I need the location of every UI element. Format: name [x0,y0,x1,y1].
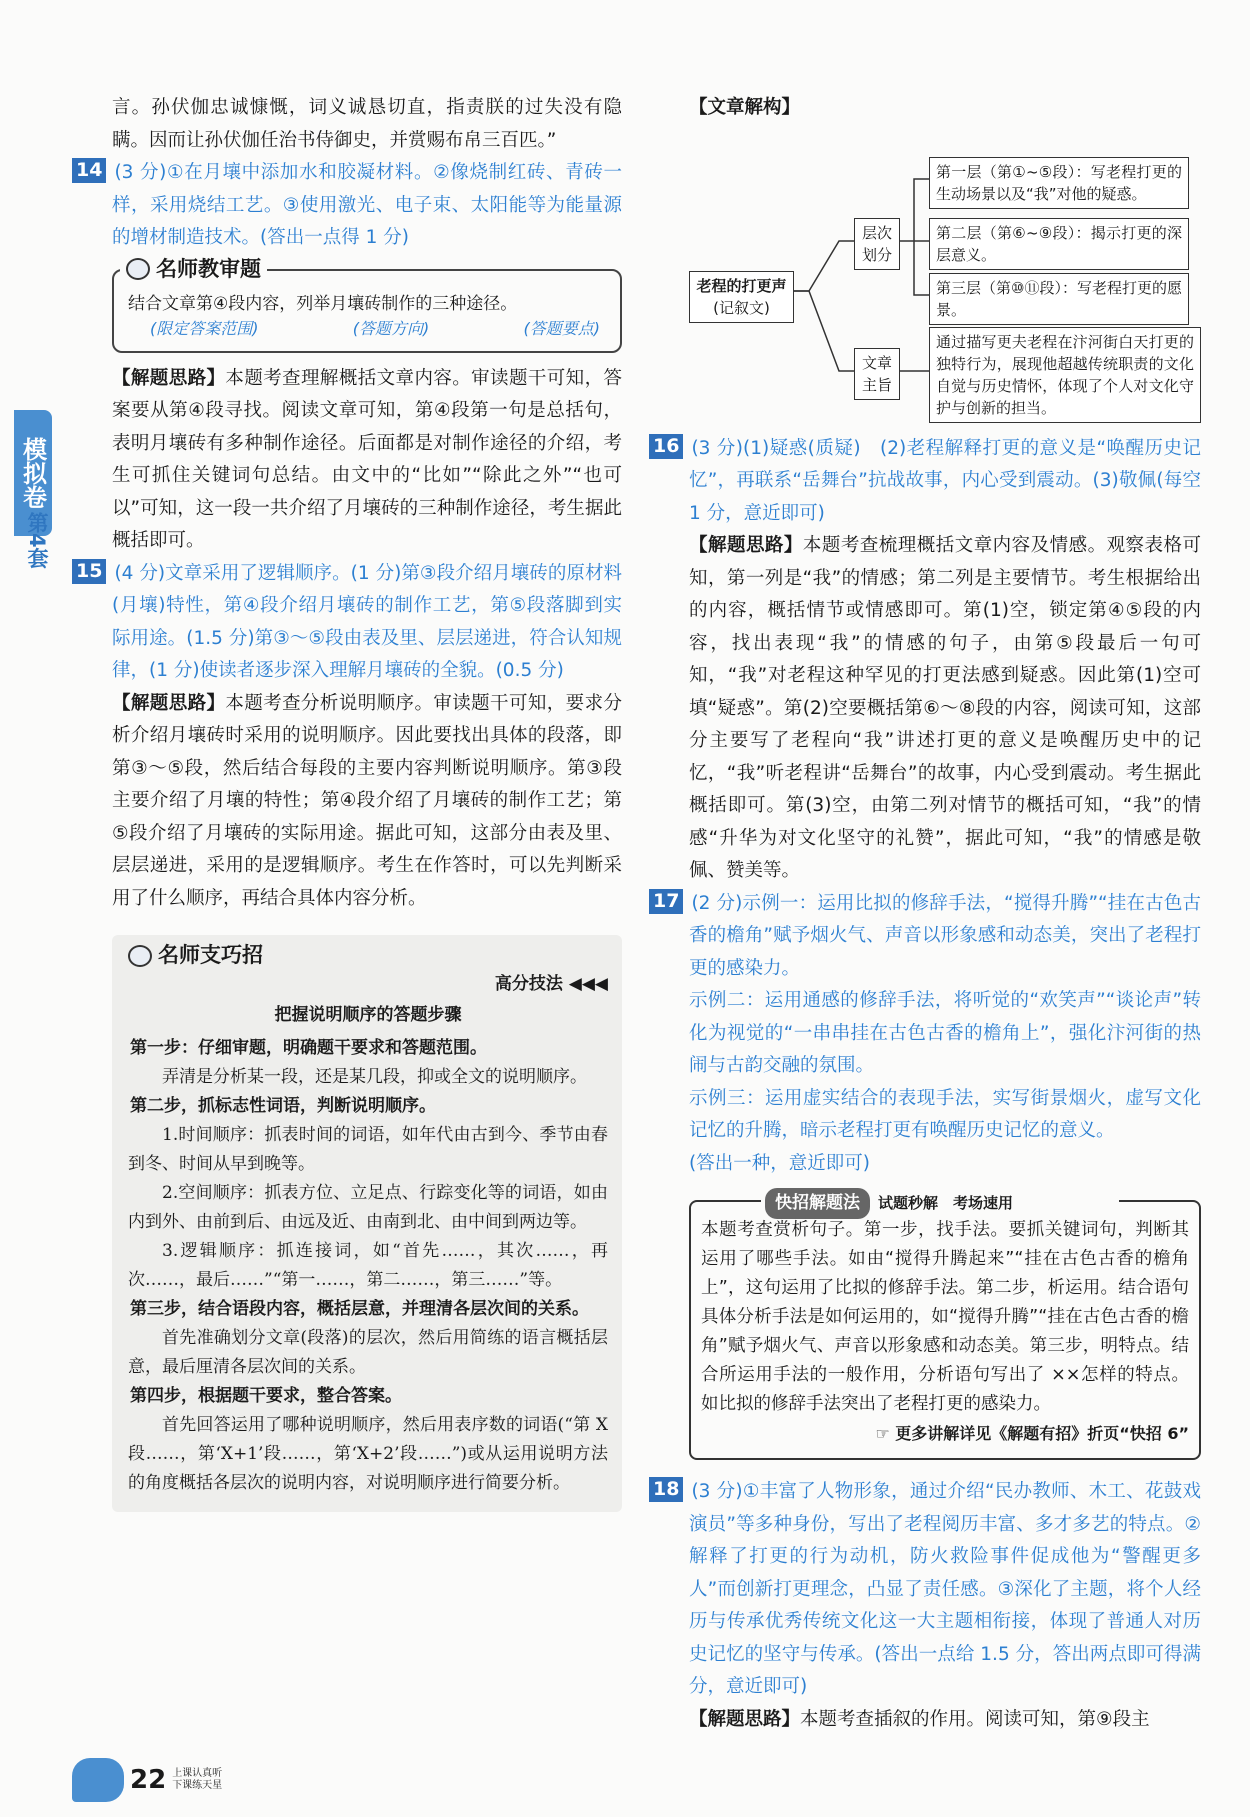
left-column [76,92,622,1512]
q14-answer-text: (3 分)①在月壤中添加水和胶凝材料。②像烧制红砖、青砖一样，采用烧结工艺。③使用激光、电子束、太阳能等为能量源的增材制造技术。(答出一点得 1 分) [112,162,622,248]
tip-heading: 把握说明顺序的答题步骤 [274,1005,462,1025]
kuai-box-footer-text: 更多讲解详见《解题有招》折页“快招 6” [895,1424,1189,1443]
footer-slogan [172,1768,222,1792]
mascot-badge-icon [72,1758,124,1802]
shen-box-header [120,253,267,286]
q15-number: 15 [72,559,106,584]
q16-analysis [689,530,1201,888]
tip-step-2-item: 3.逻辑顺序：抓连接词，如“首先……，其次……，再次……，最后……”“第一……，第二……，第三……”等。 [128,1241,608,1290]
q14-analysis [112,363,622,558]
pointing-hand-icon: ☞ [875,1424,896,1443]
tip-step-1: 第一步：仔细审题，明确题干要求和答题范围。 [130,1038,487,1058]
footer-slogan-line-2: 下课练天星 [172,1780,223,1791]
q15-answer [76,558,622,688]
diagram-layer-3: 第三层（第⑩⑪段）：写老程打更的愿景。 [929,273,1189,325]
tip-box-header [128,941,608,970]
q14-answer [76,157,622,255]
q15-analysis-text: 本题考查分析说明顺序。审读题干可知，要求分析介绍月壤砖时采用的说明顺序。因此要找出具体的段落，即第③～⑤段，然后结合每段的主要内容判断说明顺序。第③段主要介绍了月壤的特性；第④段介绍了月壤砖的制作工艺；第⑤段介绍了月壤砖的实际用途。据此可知，这部分由表及里、层层递进，采用的是逻辑顺序。考生在作答时，可以先判断采用了什么顺序，再结合具体内容分析。 [112,692,622,909]
q15-analysis [112,688,622,916]
tip-box [112,935,622,1512]
q17-answer-text-1: (2 分)示例一：运用比拟的修辞手法，“搅得升腾”“挂在古色古香的檐角”赋予烟火气、声音以形象感和动态美，突出了老程打更的感染力。 [689,892,1201,979]
q18-answer-text: (3 分)①丰富了人物形象，通过介绍“民办教师、木工、花鼓戏演员”等多种身份，写出了老程阅历丰富、多才多艺的特点。②解释了打更的行为动机，防火救险事件促成他为“警醒更多人”而创新打更理念，凸显了责任感。③深化了主题，将个人经历与传承优秀传统文化这一大主题相衔接，体现了普通人对历史记忆的坚守与传承。(答出一点给 1.5 分，答出两点即可得满分，意近即可) [689,1481,1201,1697]
tip-step-3-text: 首先准确划分文章(段落)的层次，然后用简练的语言概括层意，最后厘清各层次间的关系。 [128,1328,608,1377]
shen-note-direction: (答题方向) [352,318,430,338]
q18-number: 18 [649,1477,683,1502]
kuai-box-header [761,1188,1119,1219]
shen-box-text: 结合文章第④段内容，列举月壤砖制作的三种途径。 [128,293,518,314]
tip-step-2-item: 1.时间顺序：抓表时间的词语，如年代由古到今、季节由春到冬、时间从早到晚等。 [128,1125,608,1174]
q14-analysis-text: 本题考查理解概括文章内容。审读题干可知，答案要从第④段寻找。阅读文章可知，第④段第一句是总括句，表明月壤砖有多种制作途径。后面都是对制作途径的介绍，考生可抓住关键词句总结。由文中的“比如”“除此之外”“也可以”可知，这一段一共介绍了月壤砖的三种制作途径，考生据此概括即可。 [112,367,622,551]
structure-title: 【文章解构】 [689,97,801,118]
side-tab-title: 模拟卷 [18,437,48,509]
q17-number: 17 [649,889,683,914]
tip-step-3: 第三步，结合语段内容，概括层意，并理清各层次间的关系。 [130,1299,589,1319]
diagram-root-sub: (记叙文) [713,298,770,317]
kuai-box-tag: 快招解题法 [765,1188,870,1219]
diagram-layer-1: 第一层（第①~⑤段）：写老程打更的生动场景以及“我”对他的疑惑。 [929,157,1189,209]
tip-step-2: 第二步，抓标志性词语，判断说明顺序。 [130,1096,436,1116]
right-column [653,92,1201,1736]
diagram-theme: 通过描写更夫老程在汴河街白天打更的独特行为，展现他超越传统职责的文化自觉与历史情怀，体现了个人对文化守护与创新的担当。 [929,327,1201,423]
shen-box [112,256,622,353]
q18-analysis-label: 【解题思路】 [689,1708,801,1730]
q17-answer-3: 示例三：运用虚实结合的表现手法，实写街景烟火，虚写文化记忆的升腾，暗示老程打更有唤醒历史记忆的意义。 [689,1087,1201,1141]
diagram-root-title: 老程的打更声 [696,276,787,295]
q16-number: 16 [649,434,683,459]
diagram-branch-theme: 文章主旨 [854,348,900,400]
page-number: 22 [130,1765,167,1795]
side-tab-set: 第4套 [25,511,49,569]
q17-answer [653,888,1201,986]
diagram-branch-layers: 层次划分 [854,218,900,270]
mascot-icon [126,258,150,280]
kuai-box-text: 本题考查赏析句子。第一步，找手法。要抓关键词句，判断其运用了哪些手法。如由“搅得升腾起来”“挂在古色古香的檐角上”，这句运用了比拟的修辞手法。第二步，析运用。结合语句具体分析手法是如何运用的，如“搅得升腾”“挂在古色古香的檐角”赋予烟火气、声音以形象感和动态美。第三步，明特点。结合所运用手法的一般作用，分析语句写出了 ××怎样的特点。如比拟的修辞手法突出了老程打更的感染力。 [701,1220,1189,1414]
shen-box-title: 名师教审题 [156,256,261,281]
q15-answer-text: (4 分)文章采用了逻辑顺序。(1 分)第③段介绍月壤砖的原材料(月壤)特性，第④段介绍月壤砖的制作工艺，第⑤段落脚到实际用途。(1.5 分)第③～⑤段由表及里、层层递进，符合认知规律，(1 分)使读者逐步深入理解月壤砖的全貌。(0.5 分) [112,562,622,681]
page-footer [72,1758,222,1802]
kuai-box-footer [701,1419,1189,1448]
kuai-box-sub: 试题秒解 考场速用 [878,1194,1014,1212]
diagram-root [689,271,794,323]
shen-box-notes [128,317,608,341]
tip-box-title: 名师支巧招 [158,943,263,967]
tip-step-1-text: 弄清是分析某一段，还是某几段，抑或全文的说明顺序。 [162,1067,587,1087]
tip-step-2-item: 2.空间顺序：抓表方位、立足点、行踪变化等的词语，如由内到外、由前到后、由远及近、由南到北、由中间到两边等。 [128,1183,608,1232]
tip-step-4: 第四步，根据题干要求，整合答案。 [130,1386,402,1406]
q16-answer [653,433,1201,531]
q18-answer [653,1476,1201,1704]
q16-answer-text: (3 分)(1)疑惑(质疑) (2)老程解释打更的意义是“唤醒历史记忆”，再联系“岳舞台”抗战故事，内心受到震动。(3)敬佩(每空 1 分，意近即可) [689,437,1201,524]
q14-number: 14 [72,158,106,183]
q18-analysis-text: 本题考查插叙的作用。阅读可知，第⑨段主 [800,1708,1150,1730]
mascot-icon [128,945,152,967]
structure-diagram [689,131,1201,433]
shen-note-scope: (限定答案范围) [150,318,259,338]
q14-analysis-label: 【解题思路】 [112,367,226,389]
tip-box-subtitle: 高分技法 ◀◀◀ [494,974,608,994]
q16-analysis-text: 本题考查梳理概括文章内容及情感。观察表格可知，第一列是“我”的情感；第二列是主要情节。考生根据给出的内容，概括情节或情感即可。第(1)空，锁定第④⑤段的内容，找出表现“我”的情感的句子，由第⑤段最后一句可知，“我”对老程这种罕见的打更法感到疑惑。因此第(1)空可填“疑惑”。第(2)空要概括第⑥～⑧段的内容，阅读可知，这部分主要写了老程向“我”讲述打更的意义是唤醒历史中的记忆，“我”听老程讲“岳舞台”的故事，内心受到震动。考生据此概括即可。第(3)空，由第二列对情节的概括可知，“我”的情感“升华为对文化坚守的礼赞”，据此可知，“我”的情感是敬佩、赞美等。 [689,535,1201,881]
intro-text: 言。孙伏伽忠诚慷慨，词义诚恳切直，指责朕的过失没有隐瞒。因而让孙伏伽任治书侍御史，并赏赐布帛三百匹。” [112,97,622,151]
q15-analysis-label: 【解题思路】 [112,692,226,714]
footer-slogan-line-1: 上课认真听 [172,1768,223,1779]
tip-step-4-text: 首先回答运用了哪种说明顺序，然后用表序数的词语(“第 X 段……，第‘X+1’段……，第‘X+2’段……”)或从运用说明方法的角度概括各层次的说明内容，对说明顺序进行简要分析。 [128,1415,608,1493]
q17-answer-4: (答出一种，意近即可) [689,1152,870,1174]
shen-note-points: (答题要点) [523,318,600,338]
q17-answer-2: 示例二：运用通感的修辞手法，将听觉的“欢笑声”“谈论声”转化为视觉的“一串串挂在古色古香的檐角上”，强化汴河街的热闹与古韵交融的氛围。 [689,990,1201,1076]
kuai-box [689,1193,1201,1460]
diagram-layer-2: 第二层（第⑥~⑨段）：揭示打更的深层意义。 [929,218,1189,270]
q18-analysis [689,1704,1201,1737]
q16-analysis-label: 【解题思路】 [689,535,803,556]
